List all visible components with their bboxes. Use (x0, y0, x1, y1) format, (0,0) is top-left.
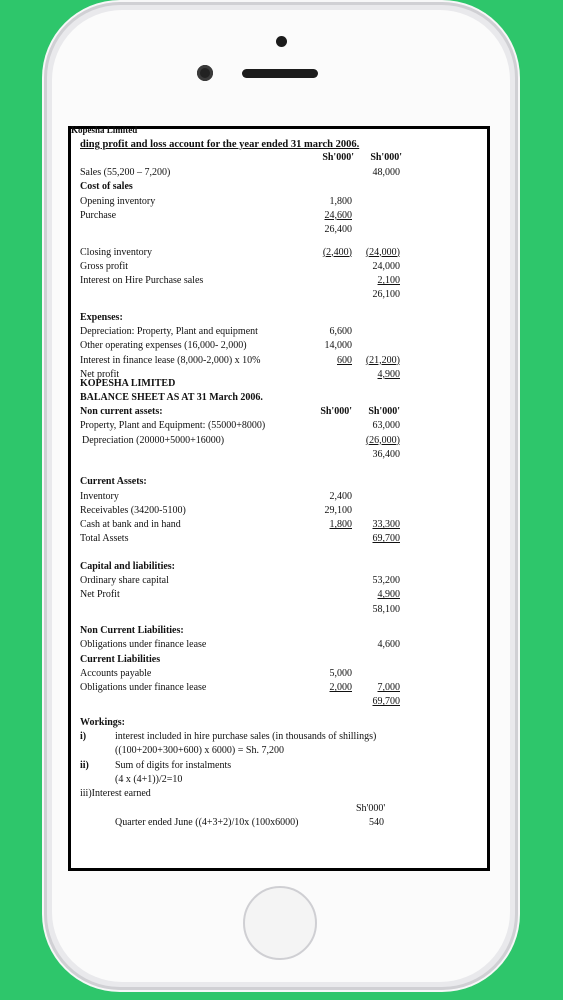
row-value-col2: (24,000) (365, 246, 400, 258)
row-value-col2: 69,700 (372, 533, 400, 545)
row-value-col2: 53,200 (372, 575, 400, 586)
row-label: Current Assets: (80, 476, 147, 488)
phone-screen (68, 126, 490, 871)
working-ii-text: Sum of digits for instalments (115, 760, 232, 771)
row-label: Obligations under finance lease (80, 682, 207, 694)
bs-title: BALANCE SHEET AS AT 31 March 2006. (80, 392, 263, 403)
row-label: Closing inventory (80, 246, 152, 258)
row-value-col2: 4,900 (377, 589, 400, 601)
row-label: Depreciation: Property, Plant and equipment (80, 326, 258, 337)
row-label: Other operating expenses (16,000- 2,000) (80, 340, 247, 352)
row-label: Purchase (80, 209, 117, 221)
row-value-col2: (26,000) (365, 434, 400, 446)
row-value-col1: 6,600 (329, 326, 352, 337)
pl-title: ding profit and loss account for the year ended 31 march 2006. (80, 139, 360, 150)
row-value-col1: 2,000 (329, 682, 352, 694)
row-value-col2: Sh'000' (368, 406, 400, 417)
row-value-col2: 2,100 (377, 275, 400, 287)
truncated-heading: Kopesha Limited (71, 125, 138, 135)
row-label: Obligations under finance lease (80, 639, 207, 651)
front-camera-icon (197, 65, 213, 81)
row-value-col1: 26,400 (324, 224, 352, 236)
row-value-col1: 2,400 (329, 490, 352, 502)
row-value-col1: 29,100 (324, 504, 352, 516)
working-ii-marker: ii) (80, 760, 89, 771)
row-label: Cash at bank and in hand (80, 519, 181, 531)
row-value-col2: 36,400 (372, 448, 400, 460)
row-label: Net profit (80, 368, 120, 380)
row-value-col1: (2,400) (322, 246, 352, 258)
working-iii-text: iii)Interest earned (80, 788, 151, 799)
row-label: Expenses: (80, 311, 123, 323)
row-value-col2: 24,000 (372, 260, 400, 272)
working-col-header: Sh'000' (356, 803, 386, 814)
row-value-col2: (21,200) (365, 354, 400, 366)
row-label: Non Current Liabilities: (80, 624, 184, 636)
row-label: Cost of sales (80, 181, 133, 193)
workings-title: Workings: (80, 717, 126, 728)
home-button[interactable] (243, 886, 317, 960)
pl-col2-header: Sh'000' (370, 152, 402, 163)
working-i-marker: i) (80, 731, 87, 742)
row-label: Depreciation (20000+5000+16000) (82, 434, 225, 446)
row-value-col1: 1,800 (329, 195, 352, 207)
row-value-col2: 7,000 (377, 682, 400, 694)
row-label: Interest in finance lease (8,000-2,000) x 10% (80, 354, 261, 366)
bs-company: KOPESHA LIMITED (80, 378, 176, 389)
row-label: Sales (55,200 – 7,200) (80, 167, 171, 178)
row-value-col1: 14,000 (324, 340, 352, 352)
row-value-col2: 63,000 (372, 420, 400, 432)
row-label: Interest on Hire Purchase sales (80, 275, 204, 287)
working-quarter-label: Quarter ended June ((4+3+2)/10x (100x6000) (115, 817, 299, 828)
row-value-col2: 4,900 (377, 368, 400, 380)
pl-col1-header: Sh'000' (322, 152, 354, 163)
row-label: Total Assets (80, 533, 129, 545)
working-quarter-value: 540 (369, 817, 384, 828)
row-value-col2: 33,300 (372, 519, 400, 531)
row-value-col1: 1,800 (329, 519, 352, 531)
working-i-calc: ((100+200+300+600) x 6000) = Sh. 7,200 (115, 745, 284, 756)
working-i-text: interest included in hire purchase sales (in thousands of shillings) (115, 731, 377, 742)
proximity-sensor-icon (276, 36, 287, 47)
working-ii-calc: (4 x (4+1))/2=10 (115, 774, 183, 785)
row-label: Inventory (80, 490, 119, 502)
row-label: Gross profit (80, 260, 129, 272)
row-value-col2: 69,700 (372, 696, 400, 708)
row-value-col2: 26,100 (372, 289, 400, 301)
row-label: Accounts payable (80, 667, 152, 679)
document-page[interactable] (71, 125, 487, 868)
row-value-col2: 4,600 (377, 639, 400, 651)
row-value-col1: 5,000 (329, 667, 352, 679)
row-label: Property, Plant and Equipment: (55000+8000) (80, 420, 266, 432)
row-label: Capital and liabilities: (80, 560, 176, 572)
row-label: Opening inventory (80, 195, 156, 207)
row-value-col1: 24,600 (324, 209, 352, 221)
row-label: Current Liabilities (80, 653, 161, 665)
row-value-col2: 58,100 (372, 603, 400, 615)
row-label: Non current assets: (80, 406, 163, 417)
row-label: Receivables (34200-5100) (80, 504, 186, 516)
row-value-col1: 600 (337, 354, 352, 366)
row-label: Net Profit (80, 589, 120, 601)
earpiece-speaker-icon (242, 69, 318, 78)
row-value-col2: 48,000 (372, 167, 400, 178)
row-value-col1: Sh'000' (320, 406, 352, 417)
row-label: Ordinary share capital (80, 575, 169, 586)
